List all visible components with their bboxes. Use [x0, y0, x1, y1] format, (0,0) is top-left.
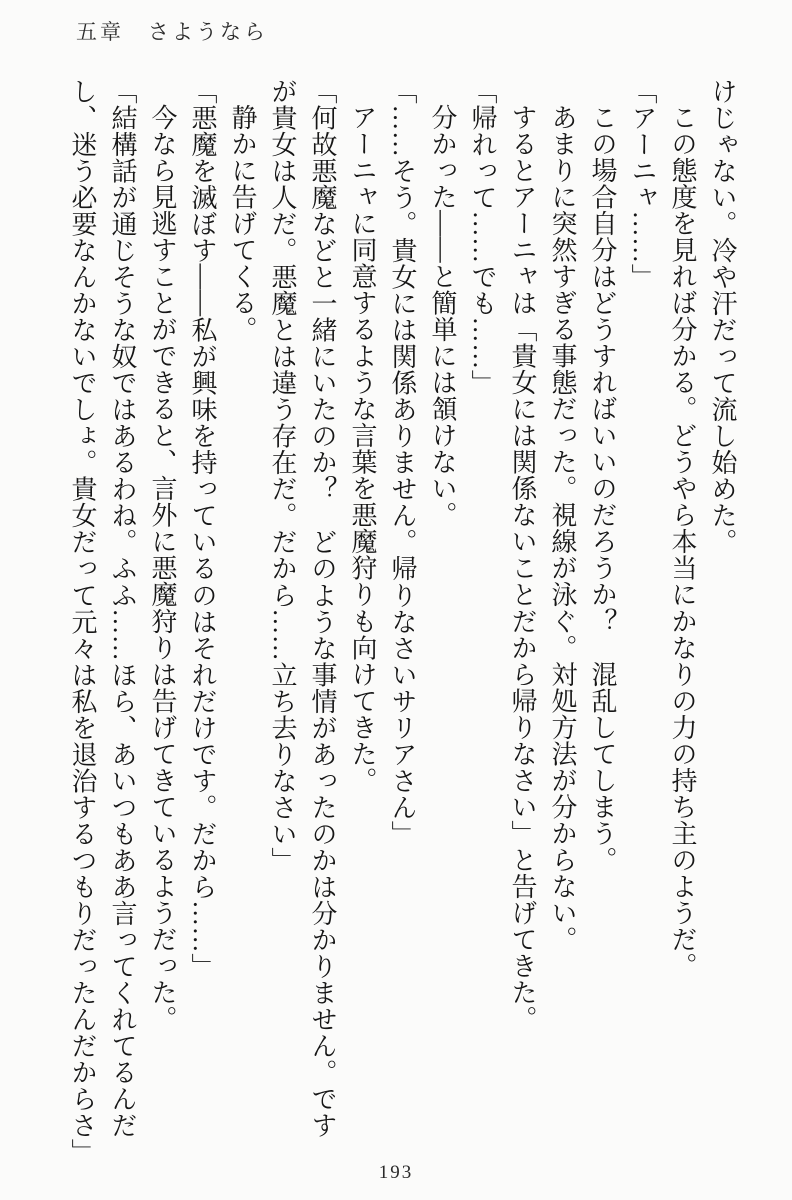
text-line: この態度を見れば分かる。どうやら本当にかなりの力の持ち主のようだ。 [668, 104, 697, 980]
text-line: し、迷う必要なんかないでしょ。貴女だって元々は私を退治するつもりだったんだからさ」 [68, 78, 97, 1166]
vertical-text-body [60, 78, 742, 1168]
text-line: アーニャに同意するような言葉を悪魔狩りも向けてきた。 [348, 104, 377, 794]
text-line: けじゃない。冷や汗だって流し始めた。 [708, 78, 737, 556]
text-line: 今なら見逃すことができると、言外に悪魔狩りは告げてきているようだった。 [148, 104, 177, 1033]
chapter-header: 五章 さようなら [76, 20, 268, 44]
text-line: するとアーニャは「貴女には関係ないことだから帰りなさい」と告げてきた。 [508, 104, 537, 1033]
text-line: 静かに告げてくる。 [228, 104, 257, 343]
text-line: 「アーニャ……」 [628, 78, 657, 291]
text-line: 「……そう。貴女には関係ありません。帰りなさいサリアさん」 [388, 78, 417, 848]
text-line: 「帰れって……でも……」 [468, 78, 497, 397]
text-line: が貴女は人だ。悪魔とは違う存在だ。だから……立ち去りなさい」 [268, 78, 297, 874]
text-line: 分かった——と簡単には頷けない。 [428, 104, 457, 529]
text-line: 「結構話が通じそうな奴ではあるわね。ふふ……ほら、あいつもああ言ってくれてるんだ [108, 78, 137, 1139]
page-number: 193 [378, 1162, 414, 1183]
text-line: 「悪魔を滅ぼす——私が興味を持っているのはそれだけです。だから……」 [188, 78, 217, 980]
text-line: あまりに突然すぎる事態だった。視線が泳ぐ。対処方法が分からない。 [548, 104, 577, 953]
text-line: 「何故悪魔などと一緒にいたのか？ どのような事情があったのかは分かりません。です [308, 78, 337, 1139]
text-line: この場合自分はどうすればいいのだろうか？ 混乱してしまう。 [588, 104, 617, 874]
